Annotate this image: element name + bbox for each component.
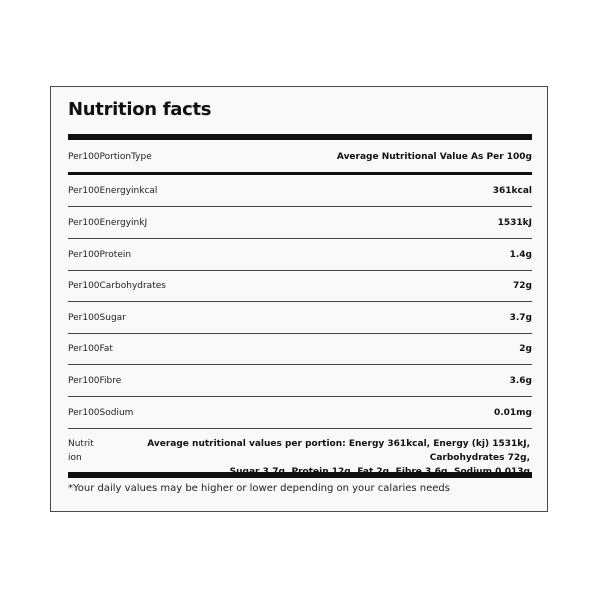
title-divider: [68, 134, 532, 140]
nutrition-facts-panel: [50, 86, 548, 512]
nutrient-row-energy-kcal: [68, 175, 532, 206]
nutrient-row-carbohydrates: [68, 270, 532, 301]
nutrient-value: 72g: [513, 280, 532, 291]
nutrition-facts-title: Nutrition facts: [68, 99, 212, 120]
nutrient-row-fibre: [68, 365, 532, 396]
bottom-divider: [68, 472, 532, 478]
portion-type-value: Average Nutritional Value As Per 100g: [336, 151, 532, 162]
daily-values-footnote: *Your daily values may be higher or lower depending on your calaries needs: [68, 483, 450, 494]
nutrient-label: Per100EnergyinkJ: [68, 217, 148, 228]
summary-label-line: Nutrit: [68, 439, 94, 449]
summary-value-line: Average nutritional values per portion: Energy 361kcal, Energy (kj) 1531kJ, Carbohydrates 72g,: [147, 439, 530, 463]
summary-label-line: ion: [68, 453, 82, 463]
nutrient-label: Per100Carbohydrates: [68, 280, 166, 291]
nutrient-row-sodium: [68, 397, 532, 428]
nutrient-value: 3.6g: [509, 375, 532, 386]
nutrient-label: Per100Sugar: [68, 312, 126, 323]
nutrient-row-protein: [68, 239, 532, 270]
nutrient-row-fat: [68, 333, 532, 364]
nutrient-row-sugar: [68, 302, 532, 333]
nutrient-label: Per100Fibre: [68, 375, 122, 386]
nutrient-label: Per100Protein: [68, 249, 132, 260]
row-divider: [68, 428, 532, 429]
nutrient-label: Per100Sodium: [68, 407, 134, 418]
nutrient-value: 1.4g: [509, 249, 532, 260]
portion-type-row: [68, 141, 532, 172]
summary-label: [68, 437, 94, 465]
portion-type-label: Per100PortionType: [68, 151, 152, 162]
nutrient-row-energy-kj: [68, 207, 532, 238]
nutrient-value: 2g: [519, 343, 532, 354]
nutrient-label: Per100Energyinkcal: [68, 185, 158, 196]
nutrient-value: 1531kJ: [497, 217, 532, 228]
nutrient-value: 361kcal: [492, 185, 532, 196]
nutrient-value: 0.01mg: [493, 407, 532, 418]
nutrient-label: Per100Fat: [68, 343, 113, 354]
nutrient-value: 3.7g: [509, 312, 532, 323]
